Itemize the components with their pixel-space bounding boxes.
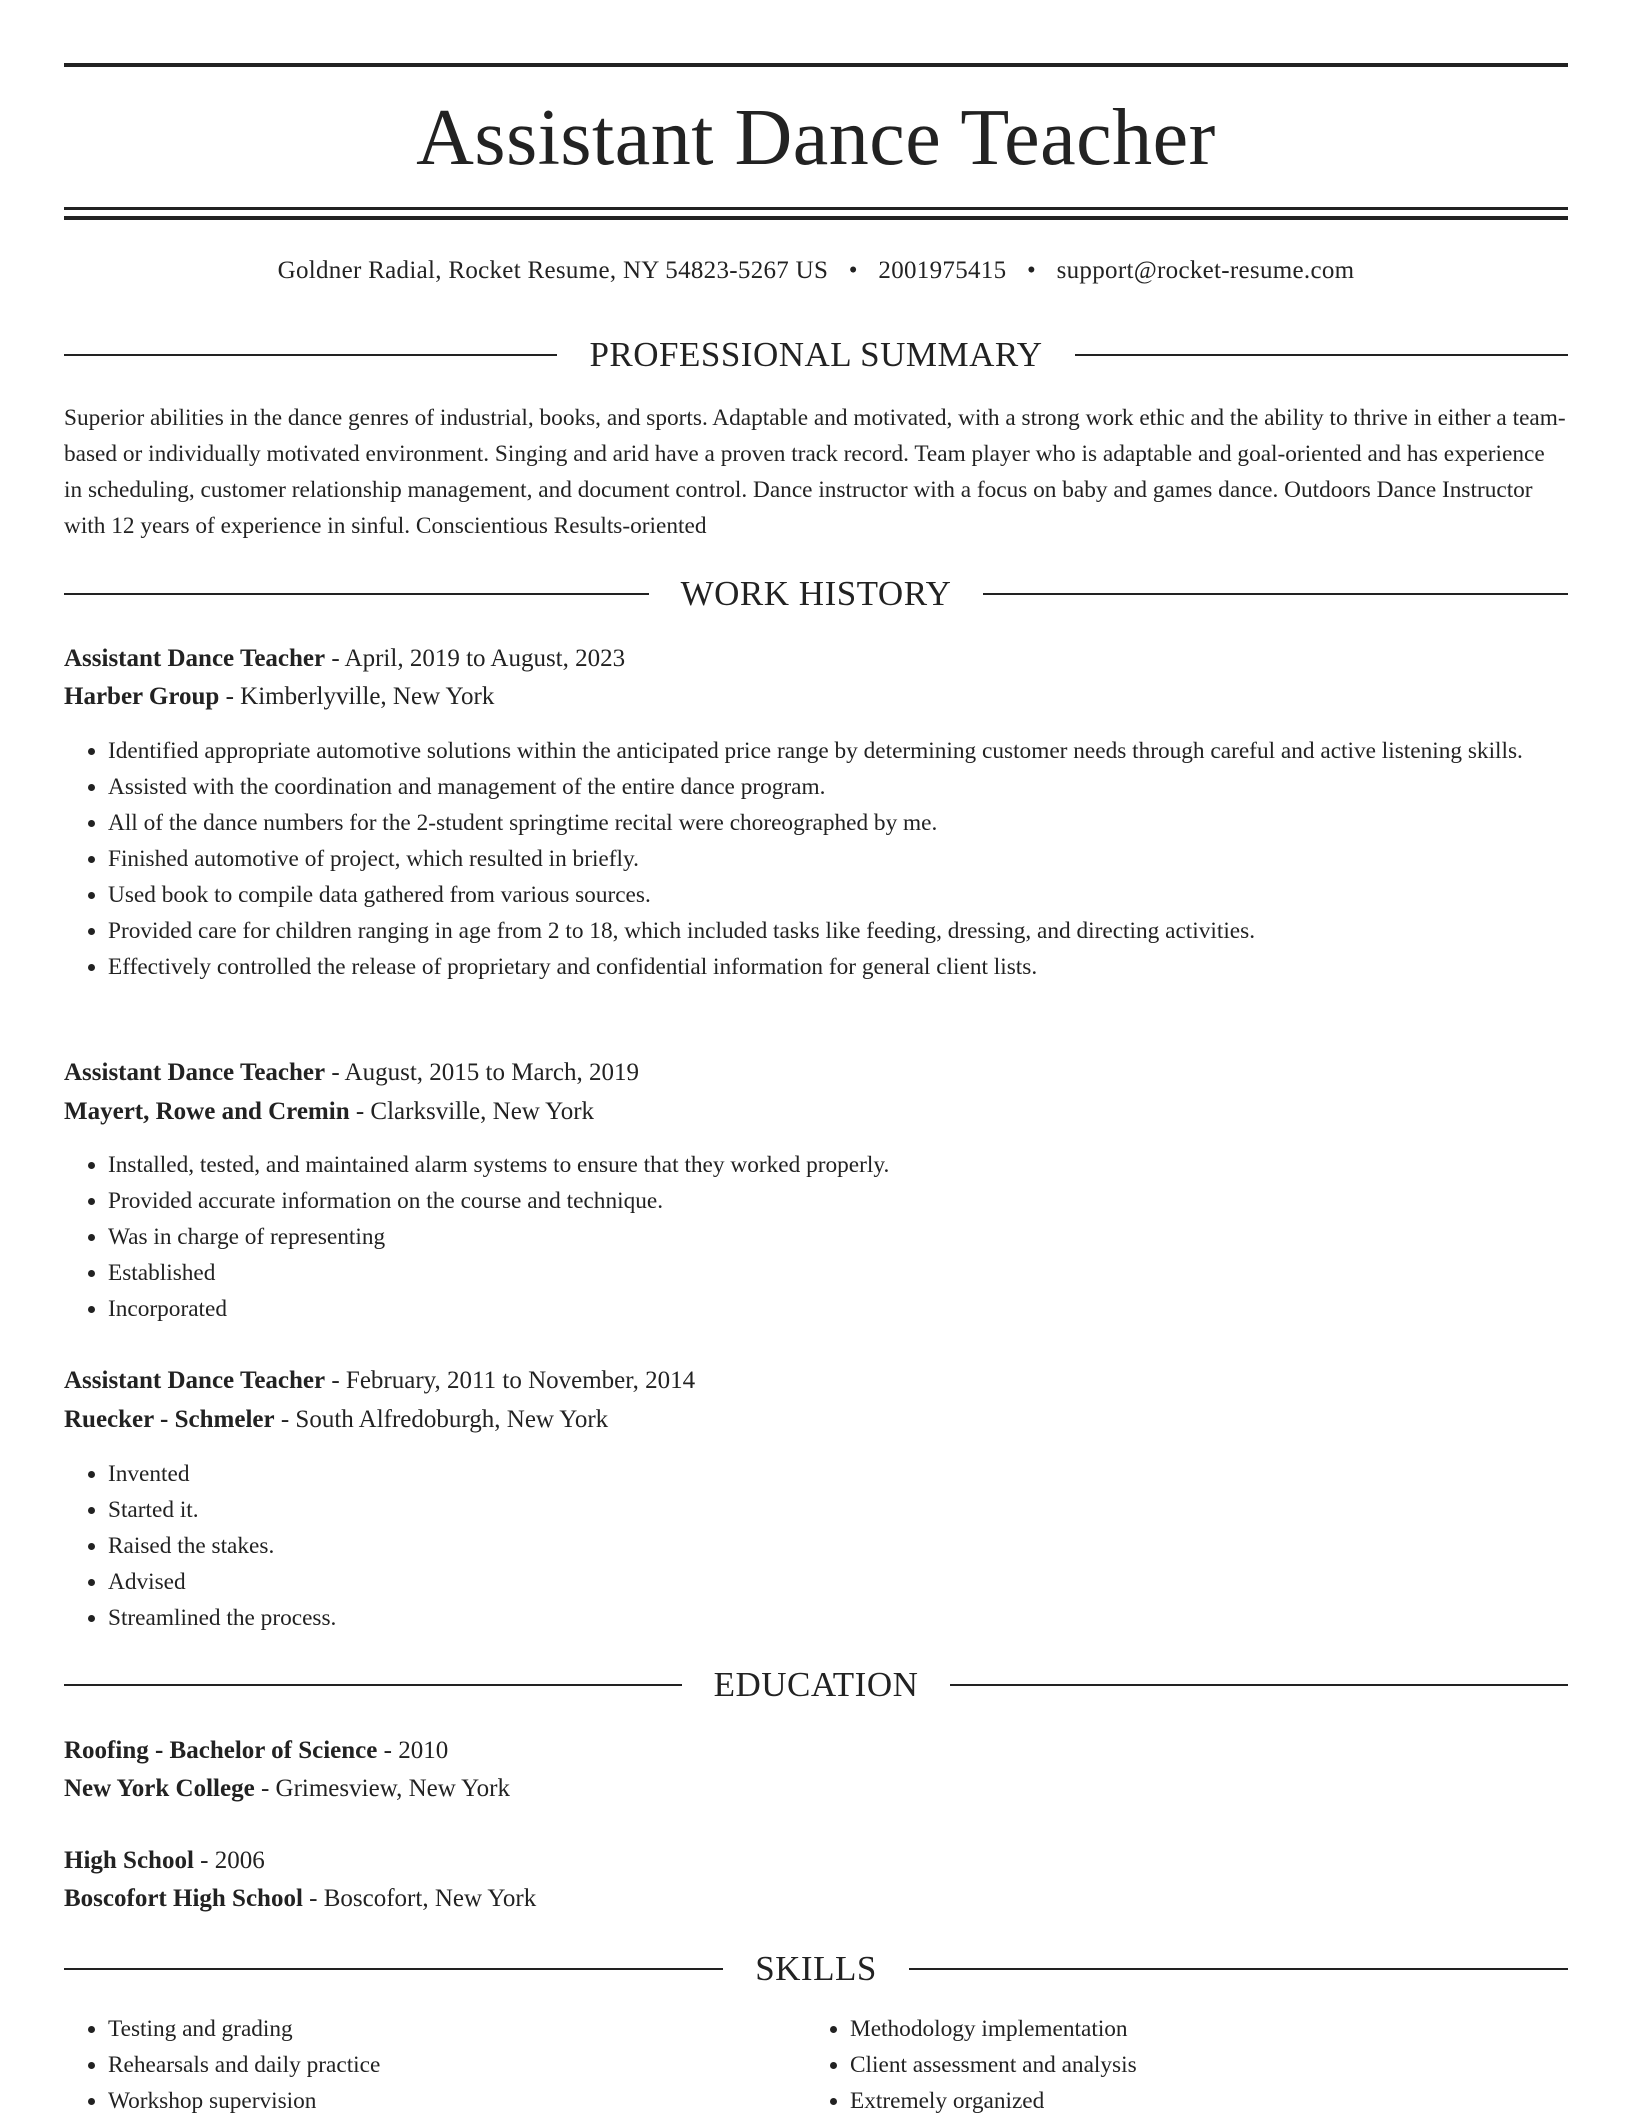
header-double-rule-upper	[64, 207, 1568, 210]
list-item: • Provided care for children ranging in age from 2 to 18, which included tasks like feeding, dressing, and directing activities.	[108, 913, 1568, 949]
job-dates: - August, 2015 to March, 2019	[325, 1059, 639, 1086]
section-rule-right	[1075, 354, 1568, 356]
section-rule-left	[64, 593, 649, 595]
job-company: Harber Group	[64, 683, 220, 710]
skill-item: • Testing and grading	[108, 2011, 804, 2047]
resume-name: Assistant Dance Teacher	[416, 94, 1216, 182]
section-rule-right	[983, 593, 1568, 595]
section-rule-right	[909, 1968, 1568, 1970]
job-company: Mayert, Rowe and Cremin	[64, 1098, 350, 1125]
job-company: Ruecker - Schmeler	[64, 1406, 275, 1433]
education-location: - Grimesview, New York	[254, 1775, 511, 1802]
skill-item: • Rehearsals and daily practice	[108, 2047, 804, 2083]
education-degree-line	[64, 1842, 1568, 1880]
education-school-line	[64, 1880, 1568, 1918]
job-location: - Kimberlyville, New York	[219, 683, 495, 710]
list-item: • Used book to compile data gathered from various sources.	[108, 877, 1568, 913]
list-item: • Was in charge of representing	[108, 1219, 1568, 1255]
skill-item: • Client assessment and analysis	[850, 2047, 1546, 2083]
list-item: • Raised the stakes.	[108, 1528, 1568, 1564]
list-item: • Incorporated	[108, 1291, 1568, 1327]
section-title: PROFESSIONAL SUMMARY	[589, 335, 1043, 374]
contact-address: Goldner Radial, Rocket Resume, NY 54823-5267 US	[277, 257, 829, 284]
contact-email[interactable]: support@rocket-resume.com	[1056, 257, 1355, 284]
list-item: • All of the dance numbers for the 2-student springtime recital were choreographed by me.	[108, 805, 1568, 841]
skills-list-left	[64, 2011, 804, 2119]
section-rule-right	[950, 1684, 1568, 1686]
list-item: • Identified appropriate automotive solutions within the anticipated price range by determining customer needs through careful and active listening skills.	[108, 733, 1568, 769]
list-item: • Assisted with the coordination and management of the entire dance program.	[108, 769, 1568, 805]
list-item: • Finished automotive of project, which resulted in briefly.	[108, 841, 1568, 877]
education-school-line	[64, 1770, 1568, 1808]
section-rule-left	[64, 1968, 723, 1970]
education-school: New York College	[64, 1775, 255, 1802]
skill-item: • Workshop supervision	[108, 2083, 804, 2119]
job-company-line	[64, 1401, 1568, 1439]
list-item: • Installed, tested, and maintained alarm systems to ensure that they worked properly.	[108, 1147, 1568, 1183]
section-header-education	[64, 1665, 1568, 1705]
list-item: • Advised	[108, 1564, 1568, 1600]
education-year: - 2010	[377, 1737, 449, 1764]
section-title: SKILLS	[755, 1949, 877, 1988]
job-location: - South Alfredoburgh, New York	[274, 1406, 609, 1433]
section-header-skills	[64, 1949, 1568, 1989]
list-item: • Invented	[108, 1456, 1568, 1492]
job-title-line	[64, 1362, 1568, 1400]
list-item: • Streamlined the process.	[108, 1600, 1568, 1636]
section-title: WORK HISTORY	[680, 574, 952, 613]
header-top-rule	[64, 63, 1568, 67]
education-school: Boscofort High School	[64, 1885, 303, 1912]
list-item: • Started it.	[108, 1492, 1568, 1528]
section-header-summary	[64, 335, 1568, 375]
contact-separator: •	[848, 257, 858, 284]
job-title: Assistant Dance Teacher	[64, 645, 326, 672]
job-title: Assistant Dance Teacher	[64, 1059, 326, 1086]
job-title-line	[64, 640, 1568, 678]
section-rule-left	[64, 1684, 682, 1686]
skills-list-right	[806, 2011, 1546, 2119]
skill-item: • Extremely organized	[850, 2083, 1546, 2119]
job-bullets	[64, 733, 1568, 985]
education-location: - Boscofort, New York	[302, 1885, 537, 1912]
section-rule-left	[64, 354, 557, 356]
education-year: - 2006	[193, 1847, 265, 1874]
section-title: EDUCATION	[713, 1665, 919, 1704]
job-bullets	[64, 1456, 1568, 1636]
contact-line	[64, 252, 1568, 290]
contact-phone: 2001975415	[878, 257, 1007, 284]
job-dates: - April, 2019 to August, 2023	[325, 645, 626, 672]
job-title-line	[64, 1054, 1568, 1092]
job-dates: - February, 2011 to November, 2014	[325, 1367, 696, 1394]
job-company-line	[64, 1093, 1568, 1131]
list-item: • Provided accurate information on the course and technique.	[108, 1183, 1568, 1219]
header-double-rule-lower	[64, 216, 1568, 220]
skill-item: • Methodology implementation	[850, 2011, 1546, 2047]
education-degree: High School	[64, 1847, 194, 1874]
education-degree-line	[64, 1732, 1568, 1770]
job-location: - Clarksville, New York	[349, 1098, 595, 1125]
section-header-work-history	[64, 574, 1568, 614]
contact-separator: •	[1026, 257, 1037, 284]
list-item: • Established	[108, 1255, 1568, 1291]
list-item: • Effectively controlled the release of proprietary and confidential information for general client lists.	[108, 949, 1568, 985]
job-bullets	[64, 1147, 1568, 1327]
education-degree: Roofing - Bachelor of Science	[64, 1737, 378, 1764]
job-title: Assistant Dance Teacher	[64, 1367, 326, 1394]
job-company-line	[64, 678, 1568, 716]
summary-text: Superior abilities in the dance genres of industrial, books, and sports. Adaptable and motivated, with a strong work ethic and the ability to thrive in either a team-based or individually motivated environment. Singing and arid have a proven track record. Team player who is adaptable and goal-oriented and has experience in scheduling, customer relationship management, and document control. Dance instructor with a focus on baby and games dance. Outdoors Dance Instructor with 12 years of experience in sinful. Conscientious Results-oriented	[64, 405, 1566, 539]
